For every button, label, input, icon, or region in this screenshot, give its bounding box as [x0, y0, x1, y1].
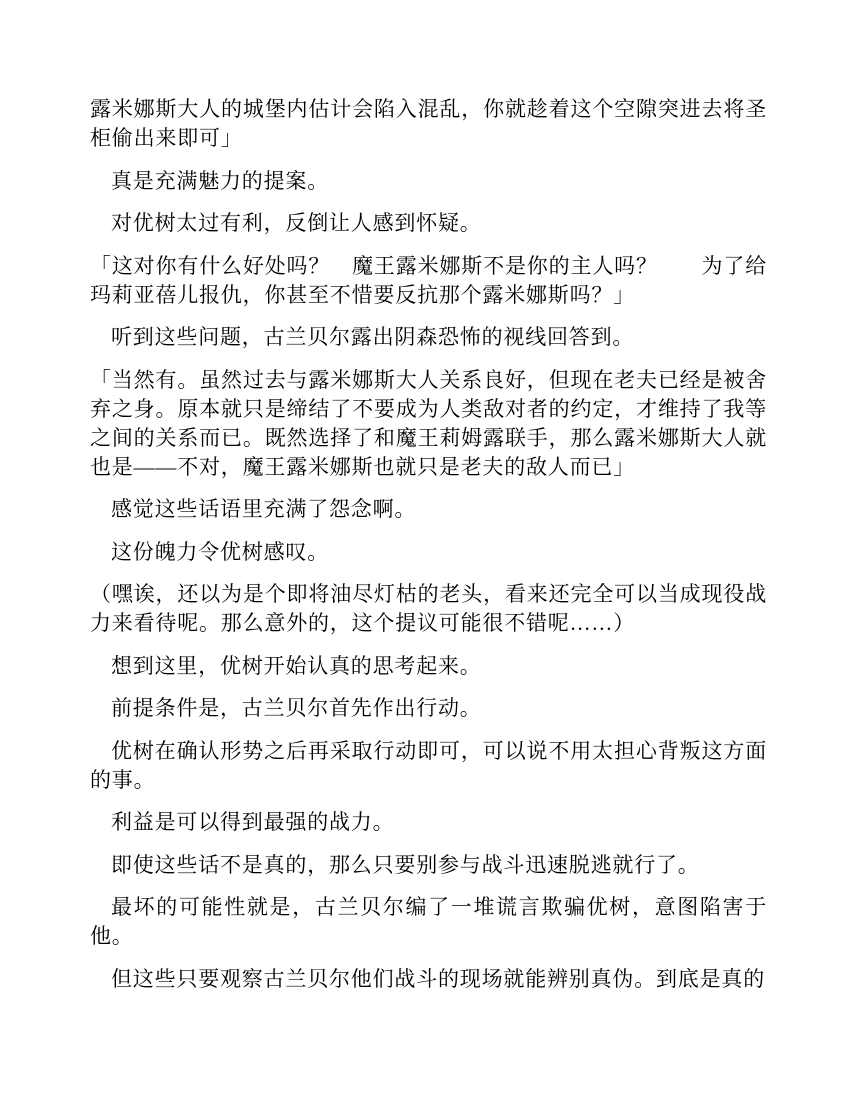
paragraph: 利益是可以得到最强的战力。 — [111, 810, 395, 834]
paragraph: 露米娜斯大人的城堡内估计会陷入混乱，你就趁着这个空隙突进去将圣柜偷出来即可」 — [90, 97, 767, 150]
paragraph: （嘿诶，还以为是个即将油尽灯枯的老头，看来还完全可以当成现役战力来看待呢。那么意外的，这个提议可能很不错呢……） — [90, 582, 767, 635]
paragraph: 对优树太过有利，反倒让人感到怀疑。 — [111, 211, 482, 235]
paragraph: 听到这些问题，古兰贝尔露出阴森恐怖的视线回答到。 — [111, 325, 635, 349]
paragraph: 优树在确认形势之后再采取行动即可，可以说不用太担心背叛这方面的事。 — [90, 738, 767, 792]
paragraph: 「这对你有什么好处吗？ 魔王露米娜斯不是你的主人吗？ 为了给玛莉亚蓓儿报仇，你甚至不惜要反抗那个露米娜斯吗？」 — [90, 253, 767, 307]
paragraph: 最坏的可能性就是，古兰贝尔编了一堆谎言欺骗优树，意图陷害于他。 — [90, 895, 767, 948]
page-content — [90, 95, 767, 994]
paragraph: 即使这些话不是真的，那么只要别参与战斗迅速脱逃就行了。 — [111, 852, 700, 877]
paragraph: 但这些只要观察古兰贝尔他们战斗的现场就能辨别真伪。到底是真的 — [111, 966, 765, 991]
paragraph: 感觉这些话语里充满了怨念啊。 — [111, 497, 417, 521]
paragraph: 真是充满魅力的提案。 — [111, 168, 329, 193]
paragraph: 想到这里，优树开始认真的思考起来。 — [111, 653, 482, 678]
paragraph: 「当然有。虽然过去与露米娜斯大人关系良好，但现在老夫已经是被舍弃之身。原本就只是缔结了不要成为人类敌对者的约定，才维持了我等之间的关系而已。既然选择了和魔王莉姆露联手，那么露米娜斯大人就也是——不对，魔王露米娜斯也就只是老夫的敌人而已」 — [90, 367, 767, 479]
paragraph: 前提条件是，古兰贝尔首先作出行动。 — [111, 696, 482, 720]
paragraph: 这份魄力令优树感叹。 — [111, 539, 329, 564]
